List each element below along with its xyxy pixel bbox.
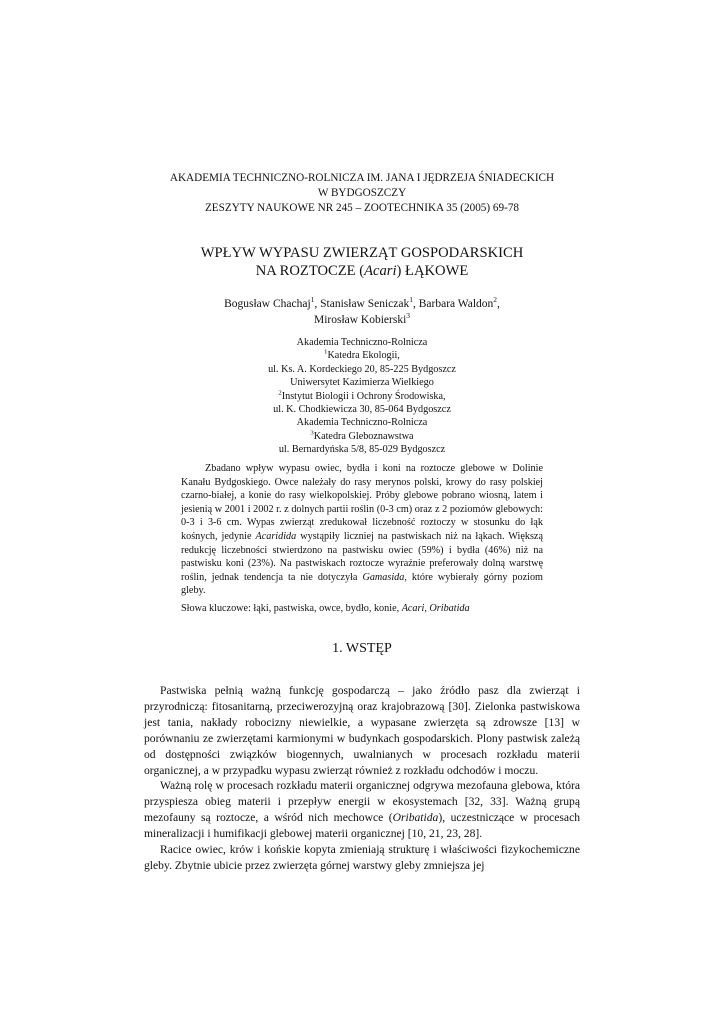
abstract-text: wystąpiły liczniej na pastwiskach niż na łąkach. Większą redukcję liczebności stwierdzono na pastwisku owiec (59%) i bydła (46%) niż na pastwisku koni (23%). Na pastwiskach roztocze wyraźnie preferowały dolną warstwę roślin, jednak tendencja ta nie dotyczyła [181,530,543,583]
keyword-taxon: Oribatida [429,603,470,614]
body-taxon: Oribatida [392,811,439,825]
keyword-taxon: Acari [401,603,425,614]
affiliation-block [100,336,624,376]
section-heading: 1. WSTĘP [332,641,392,656]
affiliation-address: ul. Ks. A. Kordeckiego 20, 85-225 Bydgoszcz [268,363,456,375]
abstract-taxon: Acaridida [255,530,297,542]
body-text-span: ), uczestniczące w procesach mineralizacji i humifikacji glebowej materii organicznej [10, 21, 23, 28]. [144,811,581,841]
affiliation-mark: 3 [310,429,314,437]
keywords [181,602,543,616]
authors-line-2 [100,312,624,328]
author-list [100,296,624,328]
abstract-paragraph [181,462,543,598]
author-name: Barbara Waldon [418,298,494,310]
abstract [181,462,543,598]
body-paragraph [144,778,580,842]
body-text-span: Ważną rolę w procesach rozkładu materii organicznej odgrywa mezofauna glebowa, która przyspiesza obieg materii i przepływ energii w ekosystemach [32, 33]. Ważną grupą mezofauny są roztocze, a wśród nich mechowce ( [144,779,580,825]
affiliation-department [100,390,624,403]
author-affil-mark: 1 [409,295,413,305]
author-name: Stanisław Seniczak [320,298,410,310]
affiliation-mark: 2 [278,389,282,397]
affiliation-department-text: Instytut Biologii i Ochrony Środowiska, [281,390,446,402]
body-paragraph: Pastwiska pełnią ważną funkcję gospodarczą – jako źródło pasz dla zwierząt i przyrodniczą: fitosanitarną, przeciwerozyjną oraz krajobrazową [30]. Zielonka pastwiskowa jest tania, nakłady robocizny niewielkie, a wypasane zwierzęta są zdrowsze [13] w porównaniu ze zwierzętami karmionymi w budynkach gospodarskich. Plony pastwisk zależą od dostępności związków biogennych, uwalnianych w procesach rozkładu materii organicznej, a w przypadku wypasu zwierząt również z rozkładu odchodów i moczu. [144,684,580,777]
header-line-institution: AKADEMIA TECHNICZNO-ROLNICZA IM. JANA I JĘDRZEJA ŚNIADECKICH [169,172,555,184]
keywords-separator: , [424,603,430,614]
header-line-city: W BYDGOSZCZY [317,187,407,199]
author-name: Mirosław Kobierski [313,314,407,326]
authors-line-1: Bogusław Chachaj$^1$, Stanisław Seniczak$^1$, Barbara Waldon$^2$, [224,295,500,310]
affiliation-block [100,416,624,456]
affiliation-department-text: Katedra Gleboznawstwa [313,430,414,442]
affiliation-mark: 1 [324,349,328,357]
abstract-text: , które wybierały górny poziom gleby. [181,571,543,597]
body-paragraph: Racice owiec, krów i końskie kopyta zmieniają strukturę i właściwości fizykochemiczne gleby. Zbytnie ubicie przez zwierzęta górnej warstwy gleby zmniejsza jej [144,843,580,872]
author-name: Bogusław Chachaj [224,298,311,310]
abstract-text: Zbadano wpływ wypasu owiec, bydła i koni na roztocze glebowe w Dolinie Kanału Bydgoskiego. Owce należały do rasy merynos polski, krowy do rasy polskiej czarno-białej, a konie do rasy wielkopolskiej. Próby glebowe pobrano wiosną, latem i jesienią w 2001 i 2002 r. z dolnych partii roślin (0-3 cm) oraz z 2 poziomów glebowych: 0-3 i 3-6 cm. Wypas zwierząt zredukował liczebność roztoczy w stosunku do łąk kośnych, jedynie [181,463,543,542]
affiliation-institution: Akademia Techniczno-Rolnicza [296,337,428,348]
affiliation-department [100,349,624,362]
affiliation-institution: Akademia Techniczno-Rolnicza [296,417,428,429]
title-line-1: WPŁYW WYPASU ZWIERZĄT GOSPODARSKICH [200,245,524,261]
affiliation-address: ul. Bernardyńska 5/8, 85-029 Bydgoszcz [278,444,446,456]
title-line-2 [100,262,624,280]
journal-header [100,171,624,216]
author-affil-mark: 3 [406,311,411,321]
affiliation-block [100,376,624,416]
affiliation-department [100,430,624,443]
author-affil-mark: 1 [310,295,315,305]
title-italic-taxon: Acari [364,263,397,279]
affiliation-institution: Uniwersytet Kazimierza Wielkiego [290,377,434,389]
affiliation-address: ul. K. Chodkiewicza 30, 85-064 Bydgoszcz [273,404,451,416]
affiliation-department-text: Katedra Ekologii, [327,350,400,362]
header-line-journal: ZESZYTY NAUKOWE NR 245 – ZOOTECHNIKA 35 (2005) 69-78 [204,202,520,214]
paper-title [100,244,624,280]
author-affil-mark: 2 [493,295,498,305]
title-text-end: ) ŁĄKOWE [396,263,469,279]
body-text [144,683,580,874]
keywords-text: Słowa kluczowe: łąki, pastwiska, owce, bydło, konie, [181,603,402,614]
abstract-taxon: Gamasida [362,571,405,583]
affiliations [100,336,624,457]
title-text: NA ROZTOCZE ( [255,263,365,279]
